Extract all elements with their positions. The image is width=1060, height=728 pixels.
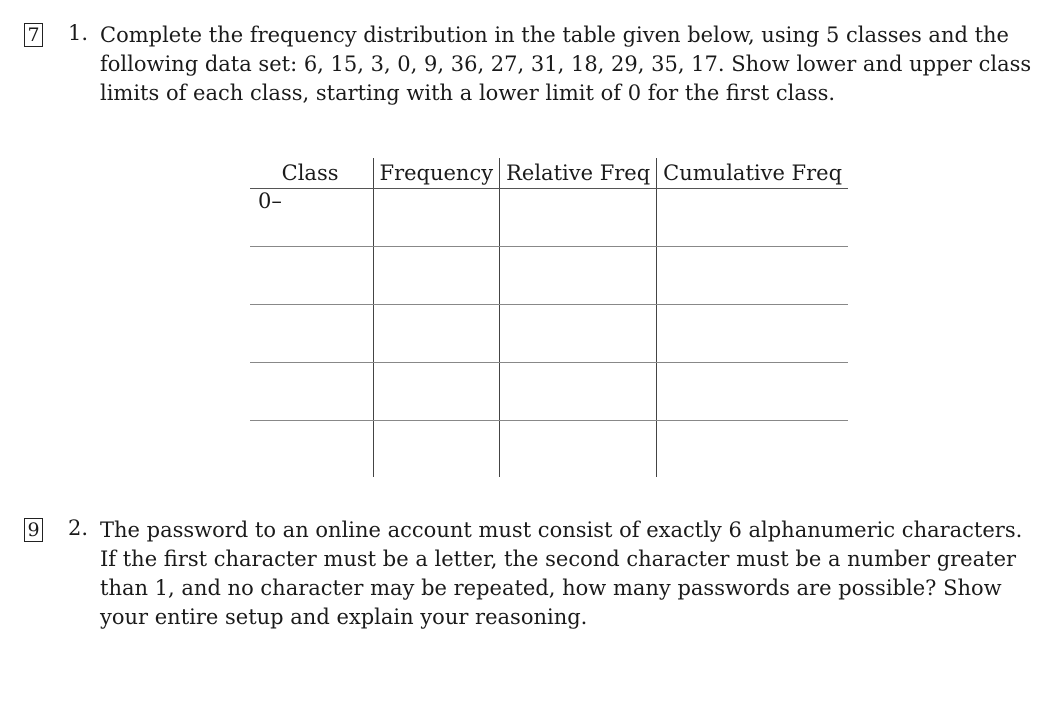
class-cell[interactable] — [250, 421, 373, 478]
question-2-line: your entire setup and explain your reasoning. — [100, 605, 588, 629]
cumulative-freq-cell[interactable] — [657, 247, 848, 305]
table-row — [250, 247, 848, 305]
frequency-cell[interactable] — [373, 421, 500, 478]
relative-freq-cell[interactable] — [500, 247, 657, 305]
frequency-distribution-table — [250, 158, 848, 477]
relative-freq-cell[interactable] — [500, 363, 657, 421]
table-row — [250, 363, 848, 421]
cumulative-freq-cell[interactable] — [657, 189, 848, 247]
frequency-cell[interactable] — [373, 189, 500, 247]
cumulative-freq-cell[interactable] — [657, 421, 848, 478]
cumulative-freq-cell[interactable] — [657, 363, 848, 421]
question-1-line: following data set: 6, 15, 3, 0, 9, 36, 27, 31, 18, 29, 35, 17. Show lower and upper class — [100, 52, 1032, 76]
question-2-text — [100, 516, 1023, 632]
table-header-row — [250, 158, 848, 189]
class-cell[interactable] — [250, 247, 373, 305]
column-header-class: Class — [250, 158, 373, 189]
class-cell[interactable] — [250, 363, 373, 421]
table-row — [250, 189, 848, 247]
frequency-cell[interactable] — [373, 363, 500, 421]
question-1-text — [100, 21, 1032, 108]
frequency-cell[interactable] — [373, 247, 500, 305]
question-2-line: than 1, and no character may be repeated, how many passwords are possible? Show — [100, 576, 1002, 600]
relative-freq-cell[interactable] — [500, 421, 657, 478]
point-value-box: 9 — [24, 518, 43, 542]
point-value-box: 7 — [24, 23, 43, 47]
class-cell[interactable] — [250, 305, 373, 363]
question-2-line: If the first character must be a letter, the second character must be a number greater — [100, 547, 1017, 571]
relative-freq-cell[interactable] — [500, 305, 657, 363]
class-cell[interactable]: 0– — [250, 189, 373, 247]
frequency-cell[interactable] — [373, 305, 500, 363]
relative-freq-cell[interactable] — [500, 189, 657, 247]
column-header-frequency: Frequency — [373, 158, 500, 189]
table-row — [250, 305, 848, 363]
question-2-line: The password to an online account must consist of exactly 6 alphanumeric characters. — [100, 518, 1023, 542]
table-row — [250, 421, 848, 478]
question-number: 1. — [68, 21, 89, 45]
column-header-relative-freq: Relative Freq — [500, 158, 657, 189]
cumulative-freq-cell[interactable] — [657, 305, 848, 363]
column-header-cumulative-freq: Cumulative Freq — [657, 158, 848, 189]
question-1-line: Complete the frequency distribution in the table given below, using 5 classes and the — [100, 23, 1009, 47]
question-1-line: limits of each class, starting with a lower limit of 0 for the first class. — [100, 81, 836, 105]
question-number: 2. — [68, 516, 89, 540]
